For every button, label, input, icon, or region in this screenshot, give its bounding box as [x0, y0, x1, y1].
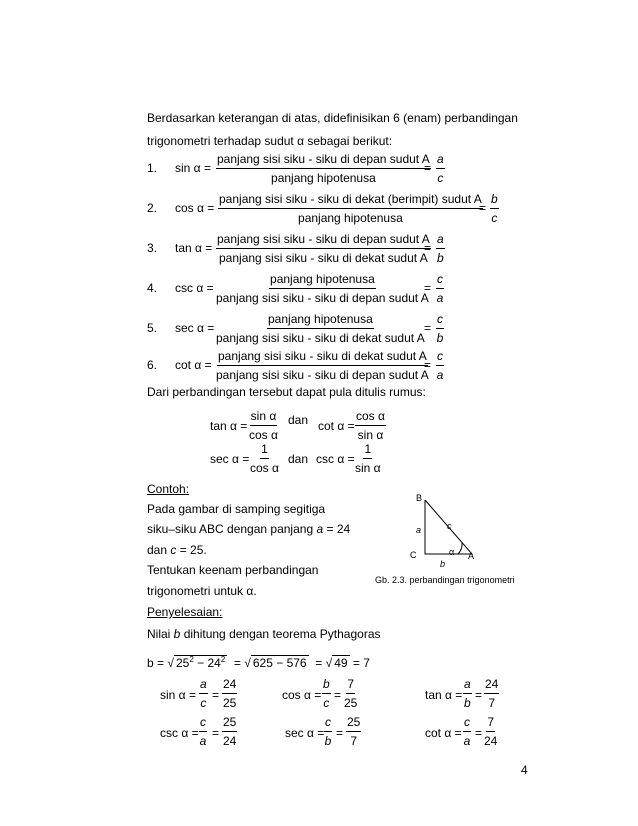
- def-number: 1.: [147, 161, 158, 175]
- def-fraction: [216, 152, 431, 185]
- def-denominator: panjang hipotenusa: [298, 211, 403, 225]
- ratio-numerator: c: [436, 272, 444, 289]
- ratio-denominator: b: [436, 331, 444, 345]
- result-equals: =: [212, 688, 220, 702]
- ratio-denominator: c: [491, 211, 498, 225]
- result-fraction-symbolic: $\frac{b}{c}$: [323, 677, 330, 710]
- result-equals: =: [334, 688, 342, 702]
- ratio-numerator: b: [490, 192, 499, 209]
- result-fraction-value: $\frac{7}{25}$: [344, 677, 358, 710]
- def-lhs: tan α =: [175, 241, 213, 255]
- def-fraction: [216, 232, 431, 265]
- vertex-label-a: A: [468, 551, 475, 561]
- def-lhs: cos α =: [175, 201, 215, 215]
- def-numerator: panjang sisi siku - siku di dekat sudut A: [217, 349, 428, 366]
- result-fraction-value: $\frac{25}{7}$: [347, 715, 361, 748]
- ratio-numerator: c: [436, 312, 444, 329]
- ratio-denominator: b: [437, 251, 444, 265]
- dan-label: dan: [288, 413, 309, 427]
- ratio-numerator: a: [436, 232, 445, 249]
- result-lhs: cot α =: [425, 726, 462, 740]
- radical-3: 49: [334, 656, 348, 670]
- result-fraction-symbolic: $\frac{a}{b}$: [464, 677, 471, 710]
- result-fraction-value: $\frac{24}{7}$: [485, 677, 499, 710]
- equals-sign: =: [315, 656, 323, 670]
- ratio-numerator: c: [436, 349, 444, 366]
- def-number: 5.: [147, 321, 158, 335]
- def-denominator: panjang sisi siku - siku di dekat sudut A: [216, 331, 425, 345]
- result-lhs: tan α =: [425, 688, 463, 702]
- def-ratio: [436, 152, 445, 185]
- pythagoras-line: Nilai b dihitung dengan teorema Pythagoras: [147, 627, 381, 641]
- def-denominator: panjang sisi siku - siku di depan sudut A: [216, 368, 429, 382]
- def-numerator: panjang hipotenusa: [267, 312, 374, 329]
- cot-identity-lhs: cot α =: [318, 419, 355, 433]
- result-fraction-value: $\frac{25}{24}$: [223, 715, 237, 748]
- angle-label-alpha: α: [449, 547, 455, 557]
- sec-identity-denominator: cos α: [250, 461, 279, 475]
- ratio-denominator: a: [436, 291, 444, 305]
- ratio-denominator: a: [436, 368, 444, 382]
- def-equals: =: [424, 281, 432, 295]
- side-label-c: c: [447, 521, 452, 531]
- cot-identity-denominator: sin α: [357, 428, 384, 442]
- def-number: 3.: [147, 241, 158, 255]
- def-ratio: [490, 192, 499, 225]
- csc-identity-fraction: [355, 442, 381, 475]
- result-fraction-symbolic: $\frac{c}{a}$: [199, 715, 207, 748]
- csc-identity-lhs: csc α =: [316, 452, 355, 466]
- def-equals: =: [479, 201, 487, 215]
- radical-1: $25^2 - 24^2$: [175, 655, 226, 670]
- page-number: 4: [521, 763, 528, 777]
- result-lhs: sec α =: [285, 726, 325, 740]
- cot-identity-numerator: cos α: [355, 409, 386, 426]
- def-denominator: panjang hipotenusa: [271, 171, 376, 185]
- contoh-line-4: Tentukan keenam perbandingan: [147, 563, 319, 577]
- tan-identity-fraction: [249, 409, 278, 442]
- def-lhs: cot α =: [175, 358, 212, 372]
- def-numerator: panjang sisi siku - siku di depan sudut A: [216, 232, 431, 249]
- side-label-a: a: [416, 525, 422, 535]
- contoh-line-3: dan c = 25.: [147, 543, 207, 557]
- def-equals: =: [424, 358, 432, 372]
- radical-2: 625 − 576: [252, 656, 307, 670]
- equals-sign: =: [233, 656, 241, 670]
- tan-identity-denominator: cos α: [249, 428, 278, 442]
- result-lhs: sin α =: [160, 688, 196, 702]
- side-label-b: b: [440, 559, 446, 569]
- vertex-label-c: C: [410, 550, 417, 560]
- def-numerator: panjang sisi siku - siku di dekat (berimpit) sudut A: [218, 192, 483, 209]
- intro-line-1: Berdasarkan keterangan di atas, didefinisikan 6 (enam) perbandingan: [147, 111, 518, 125]
- result-equals: =: [475, 726, 483, 740]
- result-lhs: csc α =: [160, 726, 199, 740]
- def-denominator: panjang sisi siku - siku di dekat sudut A: [219, 251, 428, 265]
- def-number: 2.: [147, 201, 158, 215]
- contoh-line-1: Pada gambar di samping segitiga: [147, 502, 326, 516]
- def-lhs: csc α =: [175, 281, 214, 295]
- contoh-heading: Contoh:: [147, 482, 190, 496]
- def-fraction: [216, 349, 432, 382]
- def-lhs: sin α =: [175, 161, 211, 175]
- contoh-line-2: siku–siku ABC dengan panjang a = 24: [147, 522, 351, 536]
- csc-identity-denominator: sin α: [355, 461, 381, 475]
- result-lhs: cos α =: [282, 688, 322, 702]
- sqrt-symbol: √: [167, 656, 174, 670]
- def-lhs: sec α =: [175, 321, 215, 335]
- def-fraction: [216, 272, 432, 305]
- rumus-intro: Dari perbandingan tersebut dapat pula ditulis rumus:: [147, 385, 426, 399]
- def-ratio: [436, 272, 444, 305]
- def-fraction: [218, 192, 483, 225]
- cot-identity-fraction: [355, 409, 386, 442]
- def-fraction: [216, 312, 425, 345]
- sqrt-symbol: √: [244, 656, 251, 670]
- sec-identity-fraction: [250, 442, 279, 475]
- def-ratio: [436, 232, 445, 265]
- def-number: 6.: [147, 358, 158, 372]
- ratio-numerator: a: [436, 152, 445, 169]
- def-numerator: panjang sisi siku - siku di depan sudut A: [216, 152, 431, 169]
- sec-identity-lhs: sec α =: [210, 452, 250, 466]
- result-equals: =: [336, 726, 344, 740]
- result-fraction-value: $\frac{24}{25}$: [223, 677, 237, 710]
- tan-identity-lhs: tan α =: [210, 419, 248, 433]
- angle-arc: [458, 543, 462, 554]
- vertex-label-b: B: [416, 493, 423, 503]
- def-equals: =: [424, 161, 432, 175]
- result-fraction-symbolic: $\frac{c}{a}$: [463, 715, 471, 748]
- pythagoras-result: = 7: [352, 656, 370, 670]
- result-fraction-value: $\frac{7}{24}$: [484, 715, 498, 748]
- tan-identity-numerator: sin α: [250, 409, 278, 426]
- b-lhs: b =: [147, 656, 165, 670]
- result-equals: =: [475, 688, 483, 702]
- sec-identity-numerator: 1: [260, 442, 269, 459]
- def-ratio: [436, 312, 444, 345]
- def-equals: =: [424, 241, 432, 255]
- result-fraction-symbolic: $\frac{a}{c}$: [200, 677, 207, 710]
- def-denominator: panjang sisi siku - siku di depan sudut A: [216, 291, 429, 305]
- dan-label: dan: [288, 452, 309, 466]
- result-fraction-symbolic: $\frac{c}{b}$: [324, 715, 332, 748]
- result-equals: =: [212, 726, 220, 740]
- def-number: 4.: [147, 281, 158, 295]
- ratio-denominator: c: [437, 171, 444, 185]
- def-ratio: [436, 349, 444, 382]
- contoh-line-5: trigonometri untuk α.: [147, 584, 257, 598]
- sqrt-symbol: √: [325, 656, 333, 670]
- def-equals: =: [424, 321, 432, 335]
- def-numerator: panjang hipotenusa: [269, 272, 376, 289]
- penyelesaian-heading: Penyelesaian:: [147, 605, 223, 619]
- csc-identity-numerator: 1: [363, 442, 372, 459]
- pythagoras-equation: [147, 653, 370, 670]
- figure-caption: Gb. 2.3. perbandingan trigonometri: [375, 575, 515, 585]
- intro-line-2: trigonometri terhadap sudut α sebagai berikut:: [147, 134, 393, 148]
